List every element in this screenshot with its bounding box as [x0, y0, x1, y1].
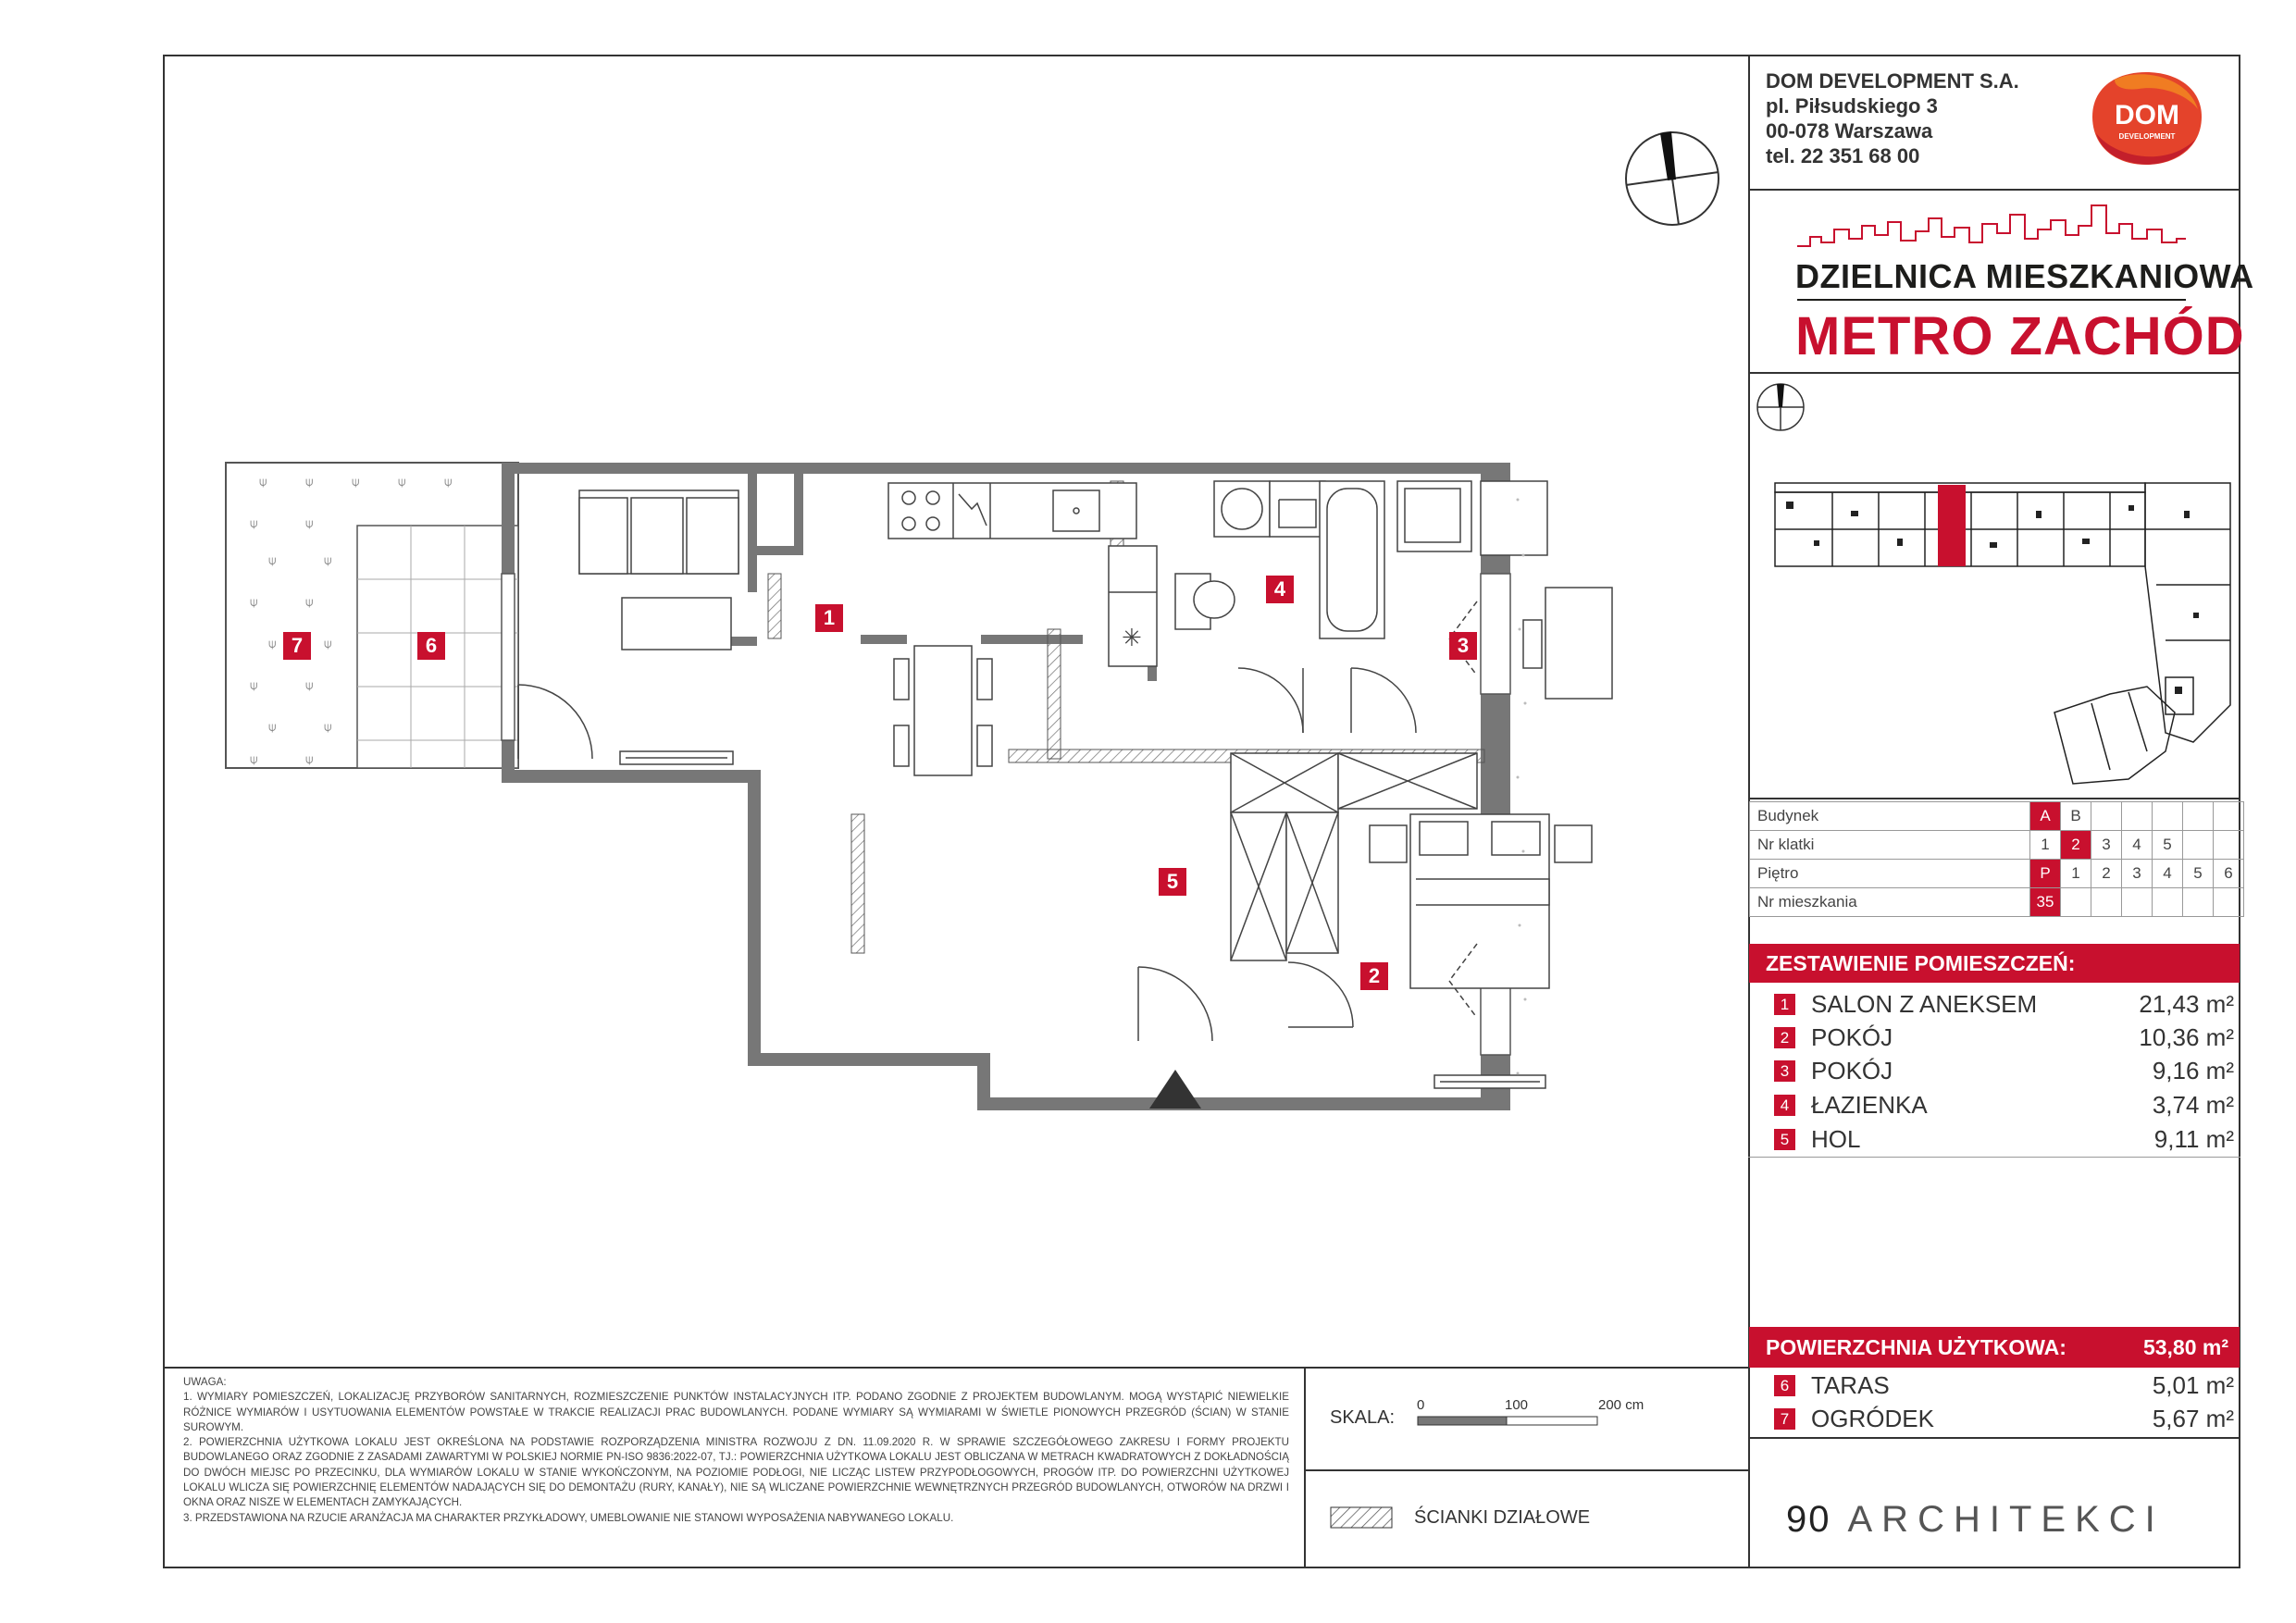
extra-area: 5,67 m²: [2152, 1405, 2234, 1432]
cell: 2: [2091, 860, 2122, 888]
logo-dom-text: DOM: [2115, 100, 2179, 130]
total-area-label: POWIERZCHNIA UŻYTKOWA:: [1766, 1335, 2066, 1359]
header-divider: [1748, 189, 2240, 191]
svg-text:⍦: ⍦: [268, 720, 277, 735]
building-key-plan: [1758, 474, 2240, 788]
svg-text:⍦: ⍦: [305, 595, 314, 610]
brand-line-2: METRO ZACHÓD: [1795, 306, 2245, 366]
room-area: 9,16 m²: [2152, 1057, 2234, 1084]
cell: 6: [2214, 860, 2244, 888]
cell: [2214, 831, 2244, 860]
cell: [2153, 888, 2183, 917]
extra-number: 7: [1774, 1408, 1795, 1430]
cell: [2214, 802, 2244, 831]
svg-text:⍦: ⍦: [324, 720, 332, 735]
scale-tick-0: 0: [1417, 1397, 1425, 1413]
row-staircase: [1750, 831, 2244, 860]
scale-bar: [1417, 1416, 1600, 1427]
svg-text:⍦: ⍦: [444, 475, 453, 489]
rooms-summary-title: ZESTAWIENIE POMIESZCZEŃ:: [1749, 944, 2240, 983]
skyline-graphic: [1797, 202, 2186, 254]
scale-tick-100: 100: [1505, 1397, 1529, 1413]
cell: [2122, 888, 2153, 917]
cell: [2091, 888, 2122, 917]
cell: [2122, 802, 2153, 831]
keyplan-divider: [1748, 798, 2240, 799]
scale-tick-200: 200 cm: [1598, 1397, 1644, 1413]
room-row: [1749, 1022, 2240, 1055]
cell: 4: [2153, 860, 2183, 888]
extra-number: 6: [1774, 1375, 1795, 1396]
svg-text:⍦: ⍦: [250, 595, 258, 610]
dom-development-logo: [2087, 68, 2207, 170]
svg-text:⍦: ⍦: [250, 678, 258, 693]
room-number: 3: [1774, 1060, 1795, 1082]
cell: [2183, 831, 2214, 860]
extra-row: [1749, 1369, 2240, 1403]
room-row: [1749, 988, 2240, 1022]
cell: 3: [2091, 831, 2122, 860]
plan-tag-hol: 5: [1159, 868, 1186, 896]
label-apartment: Nr mieszkania: [1750, 888, 2030, 917]
room-row: [1749, 1055, 2240, 1088]
cell: 5: [2153, 831, 2183, 860]
company-street: pl. Piłsudskiego 3: [1766, 94, 1938, 118]
plan-tag-lazienka: 4: [1266, 576, 1294, 603]
company-address: [1766, 68, 2019, 168]
extra-name: OGRÓDEK: [1811, 1405, 1934, 1432]
room-number: 5: [1774, 1129, 1795, 1150]
room-name: HOL: [1811, 1125, 1861, 1153]
cell: 3: [2122, 860, 2153, 888]
brand-divider: [1748, 372, 2240, 374]
svg-text:✳: ✳: [1122, 625, 1142, 652]
cell: 1: [2030, 831, 2061, 860]
note-item: 2. POWIERZCHNIA UŻYTKOWA LOKALU JEST OKREŚLONA NA PODSTAWIE ROZPORZĄDZENIA MINISTRA ROZWOJU Z DN. 11.09.2020 R. W SPRAWIE SZCZEGÓŁOWEGO ZAKRESU I FORMY PROJEKTU BUDOWLANEGO ORAZ ZGODNIE Z ZASADAMI ZAWARTYMI W POLSKIEJ NORMIE PN-ISO 9836:2022-07, TJ.: POWIERZCHNIA UŻYTKOWA LOKALU JEST OBLICZANA W METRACH KWADRATOWYCH Z DOKŁADNOŚCIĄ DO DWÓCH MIEJSC PO PRZECINKU, DLA WYMIARÓW LOKALU W STANIE WYKOŃCZONYM, NA POZIOMIE PODŁOGI, NIE LICZĄC LISTEW PRZYPODŁOGOWYCH, PROGÓW ITP. DO POWIERZCHNI UŻYTKOWEJ LOKALU WLICZA SIĘ POWIERZCHNIĘ ELEMENTÓW NADAJĄCYCH SIĘ DO DEMONTAŻU (RURY, KANAŁY), NIE SĄ WLICZANE POWIERZCHNIE WEWNĘTRZNYCH PRZEGRÓD BUDOWLANYCH, OTWORÓW NA DRZWI I OKNA ORAZ NISZE W ELEMENTACH ZAMYKAJĄCYCH.: [183, 1436, 1289, 1509]
note-item: 3. PRZEDSTAWIONA NA RZUCIE ARANŻACJA MA CHARAKTER PRZYKŁADOWY, UMEBLOWANIE NIE STANOWI WYPOSAŻENIA NABYWANEGO LOKALU.: [183, 1511, 954, 1524]
svg-text:⍦: ⍦: [305, 752, 314, 767]
architect-logo: [1786, 1499, 2165, 1541]
keyplan-selected-unit: [1938, 485, 1966, 566]
row-apartment: [1750, 888, 2244, 917]
room-row: [1749, 1123, 2240, 1157]
logo-development-text: DEVELOPMENT: [2118, 132, 2176, 141]
cell: 4: [2122, 831, 2153, 860]
extra-area: 5,01 m²: [2152, 1371, 2234, 1399]
svg-text:⍦: ⍦: [268, 637, 277, 651]
architect-word: ARCHITEKCI: [1847, 1499, 2165, 1540]
rooms-bottom-line: [1748, 1157, 2240, 1158]
svg-text:⍦: ⍦: [324, 553, 332, 568]
cell: [2153, 802, 2183, 831]
scale-divider: [1304, 1367, 1306, 1568]
svg-text:⍦: ⍦: [250, 752, 258, 767]
notes-divider: [163, 1367, 1749, 1369]
notes-block: [183, 1375, 1289, 1526]
cell: 2: [2061, 831, 2091, 860]
cell: A: [2030, 802, 2061, 831]
cell: [2183, 888, 2214, 917]
note-item: 1. WYMIARY POMIESZCZEŃ, LOKALIZACJĘ PRZYBORÓW SANITARNYCH, ROZMIESZCZENIE PUNKTÓW INSTALACYJNYCH ITP. PODANO ZGODNIE Z PROJEKTEM BUDOWLANYM. MOGĄ WYSTĄPIĆ NIEWIELKIE RÓŻNICE WYMIARÓW I USYTUOWANIA ELEMENTÓW POWSTAŁE W TRAKCIE REALIZACJI PRAC BUDOWLANYCH. PODANE WYMIARY SĄ WYMIARAMI W ŚWIETLE PIONOWYCH PRZEGRÓD (ŚCIAN) W STANIE SUROWYM.: [183, 1391, 1289, 1433]
cell: 35: [2030, 888, 2061, 917]
extra-row: [1749, 1403, 2240, 1436]
room-number: 2: [1774, 1027, 1795, 1048]
extra-name: TARAS: [1811, 1371, 1890, 1399]
svg-text:⍦: ⍦: [305, 516, 314, 531]
svg-text:⍦: ⍦: [305, 678, 314, 693]
plan-tag-pokoj-3: 3: [1449, 632, 1477, 660]
svg-text:⍦: ⍦: [268, 553, 277, 568]
plan-tag-salon: 1: [815, 604, 843, 632]
svg-text:⍦: ⍦: [250, 516, 258, 531]
cell: [2214, 888, 2244, 917]
cell: P: [2030, 860, 2061, 888]
total-area-value: 53,80 m²: [2142, 1335, 2228, 1359]
row-floor: [1750, 860, 2244, 888]
company-city: 00-078 Warszawa: [1766, 119, 1933, 142]
label-building: Budynek: [1750, 802, 2030, 831]
label-staircase: Nr klatki: [1750, 831, 2030, 860]
room-number: 1: [1774, 994, 1795, 1015]
svg-text:⍦: ⍦: [352, 475, 360, 489]
room-name: POKÓJ: [1811, 1057, 1893, 1084]
room-name: POKÓJ: [1811, 1023, 1893, 1051]
total-area-bar: [1749, 1327, 2240, 1368]
garden-area: [226, 463, 518, 768]
extras-divider: [1748, 1437, 2240, 1439]
north-compass-icon: [1621, 128, 1723, 229]
svg-text:⍦: ⍦: [398, 475, 406, 489]
cell: [2183, 802, 2214, 831]
svg-text:⍦: ⍦: [259, 475, 267, 489]
plan-tag-ogrodek: 7: [283, 632, 311, 660]
legend-partition-label: ŚCIANKI DZIAŁOWE: [1414, 1507, 1591, 1528]
row-building: [1750, 802, 2244, 831]
notes-title: UWAGA:: [183, 1376, 227, 1388]
location-table: [1749, 801, 2244, 917]
plan-tag-pokoj-2: 2: [1360, 962, 1388, 990]
company-phone: tel. 22 351 68 00: [1766, 144, 1920, 167]
partition-hatch-icon: [1330, 1506, 1395, 1529]
plan-tag-taras: 6: [417, 632, 445, 660]
room-area: 10,36 m²: [2139, 1023, 2234, 1051]
company-name: DOM DEVELOPMENT S.A.: [1766, 69, 2019, 93]
cell: 5: [2183, 860, 2214, 888]
entrance-marker: [1149, 1070, 1201, 1109]
floor-plan: [213, 444, 1712, 1147]
room-row: [1749, 1089, 2240, 1122]
cell: [2061, 888, 2091, 917]
cell: 1: [2061, 860, 2091, 888]
room-number: 4: [1774, 1095, 1795, 1116]
room-area: 21,43 m²: [2139, 990, 2234, 1018]
room-name: ŁAZIENKA: [1811, 1091, 1928, 1119]
scale-legend-divider: [1304, 1469, 1749, 1471]
room-name: SALON Z ANEKSEM: [1811, 990, 2038, 1018]
label-floor: Piętro: [1750, 860, 2030, 888]
architect-number: 90: [1786, 1499, 1831, 1540]
cell: B: [2061, 802, 2091, 831]
room-area: 9,11 m²: [2153, 1125, 2234, 1153]
svg-text:⍦: ⍦: [305, 475, 314, 489]
svg-text:⍦: ⍦: [324, 637, 332, 651]
brand-line-1: DZIELNICA MIESZKANIOWA: [1795, 257, 2254, 295]
brand-divider-line: [1797, 298, 2186, 302]
scale-label: SKALA:: [1330, 1407, 1396, 1428]
cell: [2091, 802, 2122, 831]
keyplan-compass-icon: [1753, 379, 1808, 435]
room-area: 3,74 m²: [2152, 1091, 2234, 1119]
